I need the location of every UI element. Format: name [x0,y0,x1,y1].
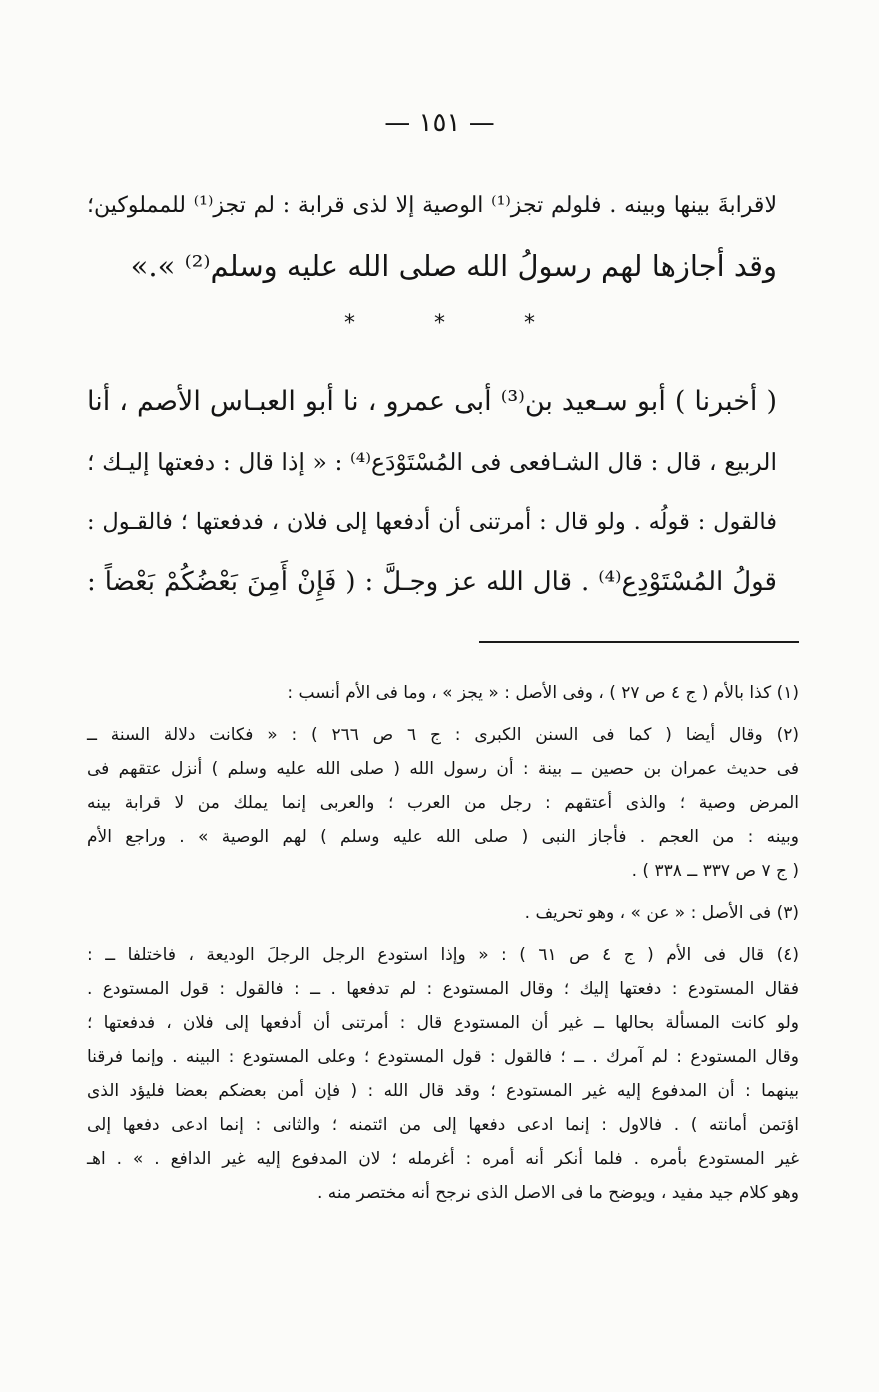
footnote-line: فى حديث عمران بن حصين ــ بينة : أن رسول الله ( صلى الله عليه وسلم ) أنزل عتقهم فى [87,759,799,779]
footnote-line: (٤) قال فى الأم ( ج ٤ ص ٦١ ) : « وإذا استودع الرجل الرجلَ الوديعة ، فاختلفا ــ : [87,945,799,965]
main-paragraph-2 [87,372,777,612]
footnote-1 [87,676,799,710]
text-line: لاقرابةَ بينها وبينه . فلولم تجز⁽¹⁾ الوصية إلا لذى قرابة : لم تجز⁽¹⁾ للمملوكين؛ [87,193,777,218]
separator-star: * [524,311,535,336]
footnote-2 [87,718,799,888]
footnote-divider [479,641,799,643]
text-line: الربيع ، قال : قال الشـافعى فى المُسْتَوْدَع⁽⁴⁾ : « إذا قال : دفعتها إليـك ؛ [87,448,777,476]
footnote-line: غير المستودع بأمره . فلما أنكر أنه أمره : أغرمله ؛ لان المدفوع إليه غير الدافع . » . اهـ [87,1149,799,1169]
footnote-line: فقال المستودع : دفعتها إليك ؛ وقال المستودع : لم تدفعها . ــ : فالقول : قول المستودع . [87,979,799,999]
footnote-line: المرض وصية ؛ والذى أعتقهم : رجل من العرب ؛ والعربى إنما يملك من لا قرابة بينه [87,793,799,813]
footnote-line: ولو كانت المسألة بحالها ــ غير أن المستودع قال : أمرتنى أن أدفعها إلى فلان ، فدفعتها ؛ [87,1013,799,1033]
footnotes [87,676,799,1218]
footnote-line: ( ج ٧ ص ٣٣٧ ــ ٣٣٨ ) . [631,861,799,881]
text-line: قولُ المُسْتَوْدِع⁽⁴⁾ . قال الله عز وجـلَّ : ( فَإِنْ أَمِنَ بَعْضُكُمْ بَعْضاً : [87,567,777,597]
footnote-line: (٣) فى الأصل : « عن » ، وهو تحريف . [524,903,799,923]
footnote-line: بينهما : أن المدفوع إليه غير المستودع ؛ وقد قال الله : ( فإن أمن بعضكم بعضا فليؤد الذى [87,1081,799,1101]
page-number: — ١٥١ — [384,108,495,138]
footnote-line: (٢) وقال أيضا ( كما فى السنن الكبرى : ج ٦ ص ٢٦٦ ) : « فكانت دلالة السنة ــ [87,725,799,745]
footnote-3 [87,896,799,930]
footnote-4 [87,938,799,1210]
section-separator [0,311,879,336]
footnote-line: وبينه : من العجم . فأجاز النبى ( صلى الله عليه وسلم ) لهم الوصية » . وراجع الأم [87,827,799,847]
text-line: فالقول : قولُه . ولو قال : أمرتنى أن أدفعها إلى فلان ، فدفعتها ؛ فالقـول : [87,509,777,535]
footnote-line: اؤتمن أمانته ) . فالاول : إنما ادعى دفعها إلى من ائتمنه ؛ والثانى : إنما ادعى دفعها إلى [87,1115,799,1135]
footnote-line: وهو كلام جيد مفيد ، ويوضح ما فى الاصل الذى نرجح أنه مختصر منه . [316,1183,799,1203]
footnote-line: وقال المستودع : لم آمرك . ــ ؛ فالقول : قول المستودع ؛ وعلى المستودع : البينه . وإنما فرقنا [87,1047,799,1067]
footnote-line: (١) كذا بالأم ( ج ٤ ص ٢٧ ) ، وفى الأصل : « يجز » ، وما فى الأم أنسب : [287,683,799,703]
text-line: ( أخبرنا ) أبو سـعيد بن⁽³⁾ أبى عمرو ، نا أبو العبـاس الأصم ، أنا [87,386,777,417]
main-paragraph-1 [87,176,777,296]
separator-star: * [344,311,355,336]
separator-star: * [434,311,445,336]
text-line: وقد أجازها لهم رسولُ الله صلى الله عليه وسلم⁽²⁾ ».» [130,249,777,283]
